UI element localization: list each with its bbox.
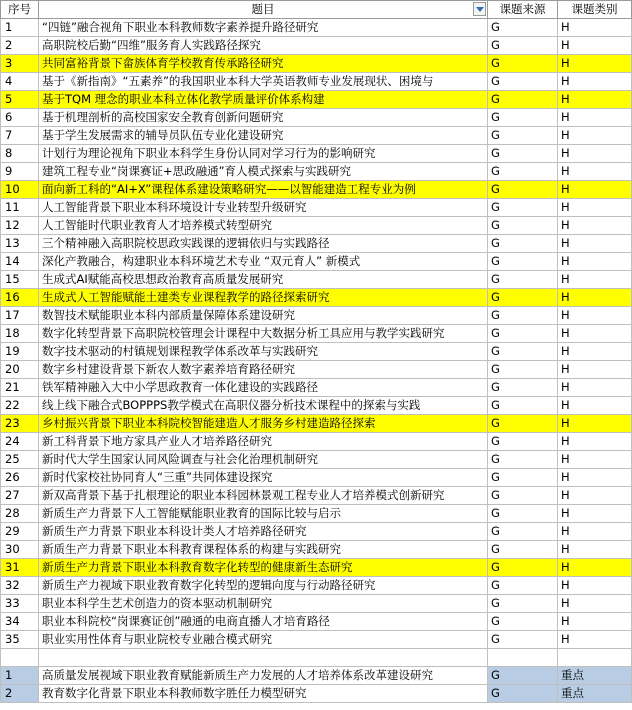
table-row [1,235,632,253]
cell-type[interactable]: H [558,91,632,109]
cell-no[interactable]: 12 [1,217,39,235]
empty-cell[interactable] [1,649,39,667]
cell-source[interactable]: G [488,55,558,73]
table-row [1,163,632,181]
cell-title[interactable]: 职业本科学生艺术创造力的资本驱动机制研究 [39,595,488,613]
cell-title[interactable]: 计划行为理论视角下职业本科学生身份认同对学习行为的影响研究 [39,145,488,163]
cell-title[interactable]: 人工智能背景下职业本科环境设计专业转型升级研究 [39,199,488,217]
cell-type[interactable]: H [558,19,632,37]
cell-no[interactable]: 8 [1,145,39,163]
table-row [1,253,632,271]
cell-title[interactable]: 数字化转型背景下高职院校管理会计课程中大数据分析工具应用与教学实践研究 [39,325,488,343]
cell-no[interactable]: 34 [1,613,39,631]
cell-no[interactable]: 4 [1,73,39,91]
table-row [1,631,632,649]
cell-type[interactable]: H [558,631,632,649]
header-title[interactable] [39,1,488,19]
cell-no[interactable]: 15 [1,271,39,289]
table-row [1,415,632,433]
cell-type[interactable]: H [558,55,632,73]
table-row [1,217,632,235]
header-type[interactable]: 课题类别 [558,1,632,19]
cell-type[interactable]: H [558,109,632,127]
cell-source[interactable]: G [488,91,558,109]
cell-title[interactable]: 基于学生发展需求的辅导员队伍专业化建设研究 [39,127,488,145]
cell-no[interactable]: 3 [1,55,39,73]
cell-title[interactable]: 新工科背景下地方家具产业人才培养路径研究 [39,433,488,451]
cell-source[interactable]: G [488,451,558,469]
cell-title[interactable]: 铁军精神融入大中小学思政教育一体化建设的实践路径 [39,379,488,397]
cell-no[interactable]: 25 [1,451,39,469]
cell-title[interactable]: 线上线下融合式BOPPPS教学模式在高职仪器分析技术课程中的探索与实践 [39,397,488,415]
cell-source[interactable]: G [488,541,558,559]
cell-type[interactable]: H [558,523,632,541]
cell-type[interactable]: H [558,343,632,361]
cell-source[interactable]: G [488,127,558,145]
table-row [1,577,632,595]
table-row [1,271,632,289]
cell-title[interactable]: 生成式AI赋能高校思想政治教育高质量发展研究 [39,271,488,289]
cell-title[interactable]: 生成式人工智能赋能土建类专业课程教学的路径探索研究 [39,289,488,307]
cell-title[interactable]: 乡村振兴背景下职业本科院校智能建造人才服务乡村建造路径探索 [39,415,488,433]
table-row [1,55,632,73]
table-row [1,73,632,91]
empty-cell[interactable] [39,649,488,667]
cell-source[interactable]: G [488,145,558,163]
table-row [1,361,632,379]
table-row [1,451,632,469]
cell-type[interactable]: H [558,199,632,217]
cell-source[interactable]: G [488,163,558,181]
cell-source[interactable]: G [488,577,558,595]
cell-no[interactable]: 17 [1,307,39,325]
table-row [1,127,632,145]
cell-source[interactable]: G [488,631,558,649]
cell-type[interactable]: H [558,541,632,559]
cell-no[interactable]: 20 [1,361,39,379]
cell-type[interactable]: H [558,397,632,415]
cell-source[interactable]: G [488,487,558,505]
cell-no[interactable]: 13 [1,235,39,253]
table-row [1,343,632,361]
cell-type[interactable]: H [558,379,632,397]
cell-type[interactable]: H [558,361,632,379]
header-row [1,1,632,19]
cell-source[interactable]: G [488,433,558,451]
table-row [1,199,632,217]
cell-source[interactable]: G [488,325,558,343]
empty-row [1,649,632,667]
cell-no[interactable]: 26 [1,469,39,487]
table-row [1,37,632,55]
cell-type[interactable]: H [558,325,632,343]
table-row [1,397,632,415]
cell-title[interactable]: 新双高背景下基于扎根理论的职业本科园林景观工程专业人才培养模式创新研究 [39,487,488,505]
table-row [1,91,632,109]
cell-no[interactable]: 23 [1,415,39,433]
table-row [1,145,632,163]
cell-source[interactable]: G [488,505,558,523]
cell-no[interactable]: 24 [1,433,39,451]
table-row [1,613,632,631]
table-row [1,109,632,127]
cell-source[interactable]: G [488,199,558,217]
table-row [1,325,632,343]
table-row [1,289,632,307]
cell-no[interactable]: 27 [1,487,39,505]
cell-no[interactable]: 2 [1,37,39,55]
cell-no[interactable]: 28 [1,505,39,523]
cell-type[interactable]: H [558,433,632,451]
cell-title[interactable]: 新质生产力视域下职业教育数字化转型的逻辑向度与行动路径研究 [39,577,488,595]
cell-type[interactable]: H [558,217,632,235]
table-row [1,181,632,199]
cell-title[interactable]: 三个精神融入高职院校思政实践课的逻辑依归与实践路径 [39,235,488,253]
cell-type[interactable]: 重点 [558,667,632,685]
cell-source[interactable]: G [488,667,558,685]
cell-type[interactable]: H [558,127,632,145]
cell-title[interactable]: 面向新工科的“AI+X”课程体系建设策略研究——以智能建造工程专业为例 [39,181,488,199]
cell-no[interactable]: 1 [1,19,39,37]
cell-title[interactable]: 高质量发展视域下职业教育赋能新质生产力发展的人才培养体系改革建设研究 [39,667,488,685]
cell-source[interactable]: G [488,685,558,703]
cell-no[interactable]: 30 [1,541,39,559]
cell-no[interactable]: 6 [1,109,39,127]
cell-no[interactable]: 33 [1,595,39,613]
cell-title[interactable]: 数字乡村建设背景下新农人数字素养培育路径研究 [39,361,488,379]
cell-source[interactable]: G [488,289,558,307]
cell-title[interactable]: 新质生产力背景下职业本科教育课程体系的构建与实践研究 [39,541,488,559]
cell-no[interactable]: 11 [1,199,39,217]
cell-type[interactable]: H [558,577,632,595]
cell-title[interactable]: 深化产教融合，构建职业本科环境艺术专业 “双元育人” 新模式 [39,253,488,271]
cell-source[interactable]: G [488,37,558,55]
cell-source[interactable]: G [488,217,558,235]
cell-no[interactable]: 29 [1,523,39,541]
cell-source[interactable]: G [488,19,558,37]
cell-type[interactable]: H [558,487,632,505]
cell-title[interactable]: 职业实用性体育与职业院校专业融合模式研究 [39,631,488,649]
cell-title[interactable]: 数字技术驱动的村镇规划课程教学体系改革与实践研究 [39,343,488,361]
cell-no[interactable]: 31 [1,559,39,577]
cell-title[interactable]: 基于机理剖析的高校国家安全教育创新问题研究 [39,109,488,127]
cell-title[interactable]: 高职院校后勤“四维”服务育人实践路径探究 [39,37,488,55]
table-body [1,19,632,703]
table-row [1,505,632,523]
table-row [1,595,632,613]
cell-title[interactable]: 基于TQM 理念的职业本科立体化教学质量评价体系构建 [39,91,488,109]
table-row [1,523,632,541]
cell-title[interactable]: “四链”融合视角下职业本科教师数字素养提升路径研究 [39,19,488,37]
cell-no[interactable]: 32 [1,577,39,595]
cell-title[interactable]: 新时代家校社协同育人“三重”共同体建设探究 [39,469,488,487]
cell-title[interactable]: 教育数字化背景下职业本科教师数字胜任力模型研究 [39,685,488,703]
cell-no[interactable]: 2 [1,685,39,703]
cell-no[interactable]: 16 [1,289,39,307]
cell-title[interactable]: 新质生产力背景下人工智能赋能职业教育的国际比较与启示 [39,505,488,523]
cell-source[interactable]: G [488,361,558,379]
table-row [1,307,632,325]
cell-title[interactable]: 基于《新指南》“五素养”的我国职业本科大学英语教师专业发展现状、困境与 [39,73,488,91]
cell-source[interactable]: G [488,613,558,631]
cell-source[interactable]: G [488,523,558,541]
header-no[interactable]: 序号 [1,1,39,19]
cell-type[interactable]: H [558,415,632,433]
cell-type[interactable]: H [558,613,632,631]
cell-type[interactable]: H [558,595,632,613]
cell-source[interactable]: G [488,559,558,577]
cell-source[interactable]: G [488,595,558,613]
cell-type[interactable]: H [558,181,632,199]
cell-title[interactable]: 数智技术赋能职业本科内部质量保障体系建设研究 [39,307,488,325]
cell-no[interactable]: 1 [1,667,39,685]
empty-cell[interactable] [488,649,558,667]
cell-no[interactable]: 18 [1,325,39,343]
cell-source[interactable]: G [488,415,558,433]
table-row [1,19,632,37]
cell-title[interactable]: 人工智能时代职业教育人才培养模式转型研究 [39,217,488,235]
table-row [1,541,632,559]
cell-source[interactable]: G [488,235,558,253]
cell-source[interactable]: G [488,253,558,271]
cell-title[interactable]: 新时代大学生国家认同风险调查与社会化治理机制研究 [39,451,488,469]
cell-no[interactable]: 10 [1,181,39,199]
cell-source[interactable]: G [488,307,558,325]
cell-title[interactable]: 共同富裕背景下畲族体育学校教育传承路径研究 [39,55,488,73]
cell-type[interactable]: H [558,307,632,325]
cell-type[interactable]: H [558,469,632,487]
cell-source[interactable]: G [488,343,558,361]
cell-type[interactable]: H [558,451,632,469]
cell-type[interactable]: H [558,145,632,163]
cell-type[interactable]: H [558,271,632,289]
cell-source[interactable]: G [488,379,558,397]
cell-type[interactable]: 重点 [558,685,632,703]
cell-type[interactable]: H [558,253,632,271]
cell-no[interactable]: 5 [1,91,39,109]
cell-type[interactable]: H [558,73,632,91]
cell-title[interactable]: 建筑工程专业“岗课赛证+思政融通”育人模式探索与实践研究 [39,163,488,181]
cell-no[interactable]: 35 [1,631,39,649]
cell-source[interactable]: G [488,271,558,289]
key-row [1,685,632,703]
filter-dropdown-icon[interactable] [473,2,486,16]
cell-no[interactable]: 9 [1,163,39,181]
table-row [1,469,632,487]
cell-no[interactable]: 14 [1,253,39,271]
cell-source[interactable]: G [488,397,558,415]
empty-cell[interactable] [558,649,632,667]
cell-no[interactable]: 21 [1,379,39,397]
cell-title[interactable]: 新质生产力背景下职业本科设计类人才培养路径研究 [39,523,488,541]
table-row [1,487,632,505]
cell-source[interactable]: G [488,469,558,487]
cell-title[interactable]: 职业本科院校“岗课赛证创”融通的电商直播人才培育路径 [39,613,488,631]
header-title-label: 题目 [251,2,275,16]
table-row [1,559,632,577]
table-row [1,379,632,397]
cell-type[interactable]: H [558,37,632,55]
cell-source[interactable]: G [488,181,558,199]
key-row [1,667,632,685]
cell-type[interactable]: H [558,505,632,523]
table-row [1,433,632,451]
cell-no[interactable]: 22 [1,397,39,415]
cell-no[interactable]: 19 [1,343,39,361]
cell-type[interactable]: H [558,559,632,577]
cell-type[interactable]: H [558,163,632,181]
cell-type[interactable]: H [558,289,632,307]
cell-source[interactable]: G [488,73,558,91]
cell-source[interactable]: G [488,109,558,127]
header-source[interactable]: 课题来源 [488,1,558,19]
cell-no[interactable]: 7 [1,127,39,145]
cell-title[interactable]: 新质生产力背景下职业本科教育数字化转型的健康新生态研究 [39,559,488,577]
cell-type[interactable]: H [558,235,632,253]
